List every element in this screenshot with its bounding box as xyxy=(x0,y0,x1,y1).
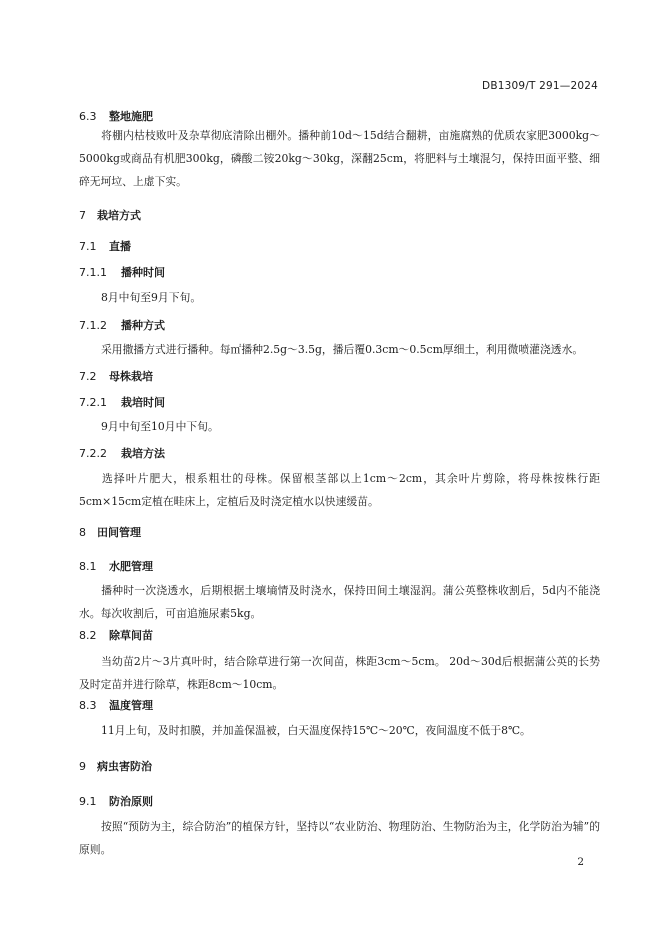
section-title: 整地施肥 xyxy=(109,110,153,123)
section-number: 8 xyxy=(79,526,86,539)
section-title: 防治原则 xyxy=(109,795,153,808)
section-number: 7.1 xyxy=(79,240,97,253)
section-heading-8 xyxy=(79,524,141,540)
paragraph-text: 按照“预防为主，综合防治”的植保方针，坚持以“农业防治、物理防治、生物防治为主，化学防治为辅”的原则。 xyxy=(79,820,600,856)
paragraph-text: 选择叶片肥大，根系粗壮的母株。保留根茎部以上1cm～2cm，其余叶片剪除，将母株按株行距5cm×15cm定植在畦床上，定植后及时浇定植水以快速缓苗。 xyxy=(79,472,600,508)
section-number: 8.2 xyxy=(79,629,97,642)
paragraph-text: 当幼苗2片～3片真叶时，结合除草进行第一次间苗，株距3cm～5cm。 20d～30d后根据蒲公英的长势及时定苗并进行除草，株距8cm～10cm。 xyxy=(79,655,600,691)
section-number: 8.1 xyxy=(79,560,97,573)
section-heading-7-2 xyxy=(79,368,153,384)
paragraph-text: 播种时一次浇透水，后期根据土壤墒情及时浇水，保持田间土壤湿润。蒲公英整株收割后，5d内不能浇水。每次收割后，可亩追施尿素5kg。 xyxy=(79,584,600,620)
section-heading-7-1 xyxy=(79,238,131,254)
section-number: 7 xyxy=(79,209,86,222)
section-heading-6-3 xyxy=(79,108,153,124)
paragraph-8-1 xyxy=(79,579,600,625)
section-title: 温度管理 xyxy=(109,699,153,712)
section-number: 9.1 xyxy=(79,795,97,808)
section-heading-7-1-2 xyxy=(79,317,165,333)
paragraph-9-1 xyxy=(79,815,600,861)
section-number: 7.1.2 xyxy=(79,319,107,332)
section-number: 7.2.1 xyxy=(79,396,107,409)
paragraph-text: 采用撒播方式进行播种。每㎡播种2.5g～3.5g，播后覆0.3cm～0.5cm厚细土，利用微喷灌浇透水。 xyxy=(101,343,584,356)
section-title: 播种方式 xyxy=(121,319,165,332)
section-number: 9 xyxy=(79,760,86,773)
paragraph-text: 9月中旬至10月中下旬。 xyxy=(101,420,219,433)
paragraph-6-3 xyxy=(79,124,600,193)
section-number: 7.1.1 xyxy=(79,266,107,279)
section-heading-8-1 xyxy=(79,558,153,574)
section-title: 栽培时间 xyxy=(121,396,165,409)
section-title: 田间管理 xyxy=(97,526,141,539)
section-title: 栽培方式 xyxy=(97,209,141,222)
paragraph-text: 11月上旬，及时扣膜，并加盖保温被，白天温度保持15℃～20℃，夜间温度不低于8℃。 xyxy=(101,724,531,737)
page-number: 2 xyxy=(577,856,584,868)
document-code: DB1309/T 291—2024 xyxy=(482,80,598,92)
section-heading-7-2-2 xyxy=(79,445,165,461)
section-number: 6.3 xyxy=(79,110,97,123)
section-heading-8-2 xyxy=(79,627,153,643)
paragraph-text: 将棚内枯枝败叶及杂草彻底清除出棚外。播种前10d～15d结合翻耕，亩施腐熟的优质农家肥3000kg～5000kg或商品有机肥300kg，磷酸二铵20kg～30kg，深翻25cm，将肥料与土壤混匀，保持田面平整、细碎无坷垃、上虚下实。 xyxy=(79,129,600,188)
section-title: 病虫害防治 xyxy=(97,760,152,773)
section-number: 7.2 xyxy=(79,370,97,383)
section-heading-9 xyxy=(79,758,152,774)
section-title: 直播 xyxy=(109,240,131,253)
section-title: 播种时间 xyxy=(121,266,165,279)
section-heading-8-3 xyxy=(79,697,153,713)
paragraph-7-2-2 xyxy=(79,467,600,513)
section-heading-9-1 xyxy=(79,793,153,809)
section-number: 8.3 xyxy=(79,699,97,712)
paragraph-7-2-1 xyxy=(79,415,600,438)
section-heading-7-2-1 xyxy=(79,394,165,410)
paragraph-7-1-2 xyxy=(79,338,600,361)
paragraph-8-2 xyxy=(79,650,600,696)
section-heading-7-1-1 xyxy=(79,264,165,280)
paragraph-text: 8月中旬至9月下旬。 xyxy=(101,291,202,304)
paragraph-7-1-1 xyxy=(79,286,600,309)
section-heading-7 xyxy=(79,207,141,223)
section-number: 7.2.2 xyxy=(79,447,107,460)
section-title: 除草间苗 xyxy=(109,629,153,642)
section-title: 母株栽培 xyxy=(109,370,153,383)
section-title: 栽培方法 xyxy=(121,447,165,460)
paragraph-8-3 xyxy=(79,719,600,742)
section-title: 水肥管理 xyxy=(109,560,153,573)
